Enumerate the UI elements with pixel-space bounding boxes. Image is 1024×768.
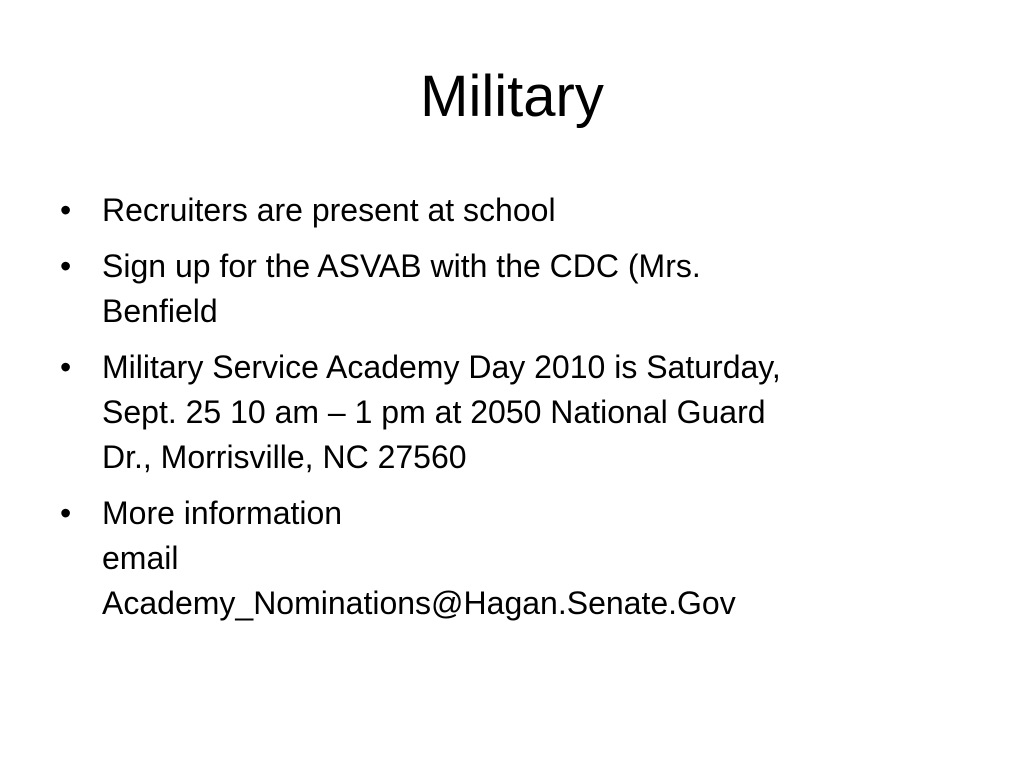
bullet-text: email: [102, 540, 179, 576]
bullet-more-information: [56, 491, 976, 626]
bullet-dot-icon: •: [60, 495, 72, 531]
email-address: Academy_Nominations@Hagan.Senate.Gov: [102, 585, 736, 621]
bullet-text: More information: [102, 495, 343, 531]
bullet-dot-icon: •: [60, 349, 72, 385]
bullet-text: Recruiters are present at school: [102, 192, 556, 228]
bullet-recruiters: [56, 188, 976, 233]
bullet-list: [56, 188, 976, 637]
bullet-text: Dr., Morrisville, NC 27560: [102, 439, 467, 475]
bullet-text: Benfield: [102, 293, 218, 329]
bullet-text: Sept. 25 10 am – 1 pm at 2050 National Guard: [102, 394, 766, 430]
bullet-dot-icon: •: [60, 192, 72, 228]
slide-title: Military: [420, 64, 604, 129]
bullet-academy-day: [56, 345, 976, 480]
bullet-asvab: [56, 244, 976, 334]
bullet-dot-icon: •: [60, 248, 72, 284]
bullet-text: Military Service Academy Day 2010 is Saturday,: [102, 349, 781, 385]
bullet-text: Sign up for the ASVAB with the CDC (Mrs.: [102, 248, 701, 284]
